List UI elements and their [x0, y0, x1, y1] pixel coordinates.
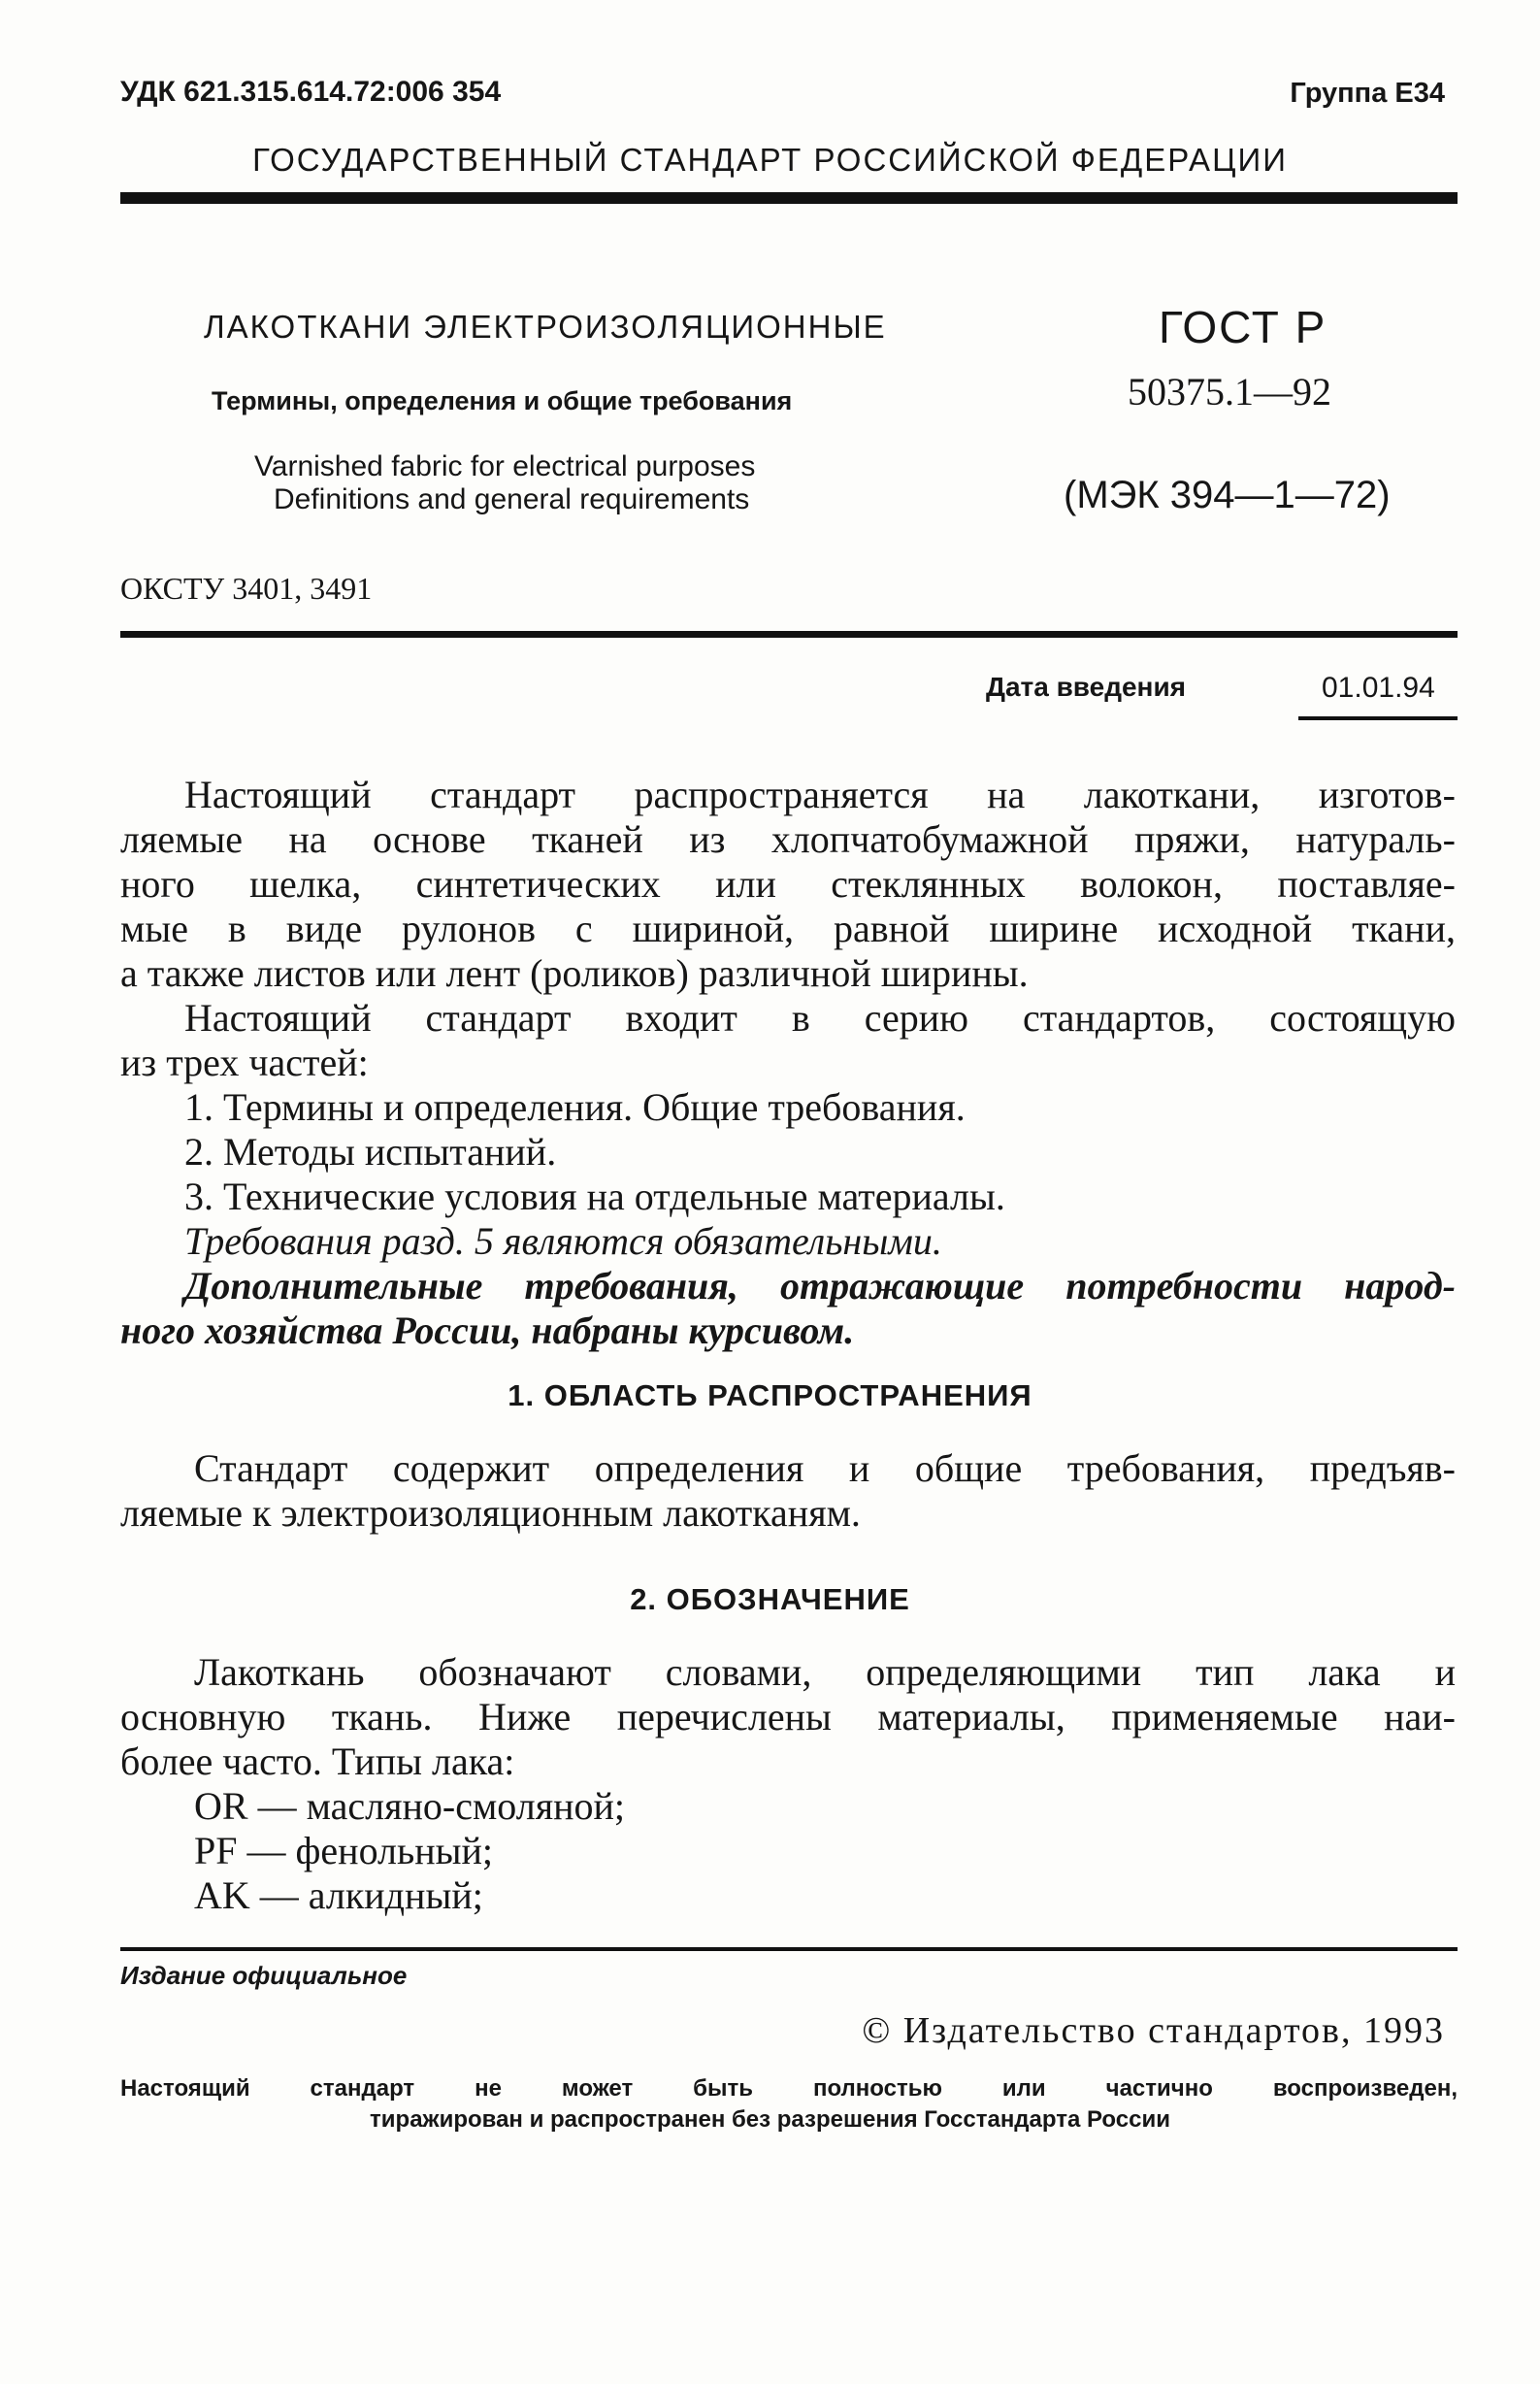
english-title-line-2: Definitions and general requirements	[274, 483, 750, 515]
document-subtitle: Термины, определения и общие требования	[212, 386, 793, 415]
intro-date-rule	[1298, 716, 1458, 720]
standard-authority: ГОСУДАРСТВЕННЫЙ СТАНДАРТ РОССИЙСКОЙ ФЕДЕРАЦИИ	[252, 142, 1288, 178]
intro-p2-line: Настоящий стандарт входит в серию стандартов, состоящую	[184, 996, 1456, 1040]
varnish-type-item: PF — фенольный;	[194, 1829, 494, 1872]
additional-requirements-note: ного хозяйства России, набраны курсивом.	[120, 1308, 855, 1352]
varnish-type-item: OR — масляно-смоляной;	[194, 1784, 626, 1828]
mandatory-requirements-note: Требования разд. 5 являются обязательными.	[184, 1219, 942, 1263]
gost-number: 50375.1—92	[1128, 370, 1331, 414]
intro-p1-line: ляемые на основе тканей из хлопчатобумажной пряжи, натураль-	[120, 817, 1456, 861]
section-2-heading: 2. ОБОЗНАЧЕНИЕ	[630, 1582, 910, 1616]
section-2-line: Лакоткань обозначают словами, определяющими тип лака и	[194, 1650, 1456, 1694]
reproduction-notice-line: Настоящий стандарт не может быть полностью или частично воспроизведен,	[120, 2075, 1458, 2102]
udk-code: УДК 621.315.614.72:006 354	[120, 76, 502, 108]
gost-label: ГОСТ Р	[1159, 302, 1327, 352]
official-edition-label: Издание официальное	[120, 1961, 408, 1990]
parts-list-item: 2. Методы испытаний.	[184, 1130, 557, 1174]
intro-p1-line: мые в виде рулонов с шириной, равной ширине исходной ткани,	[120, 907, 1456, 950]
intro-p1-line: а также листов или лент (роликов) различной ширины.	[120, 951, 1029, 995]
section-1-heading: 1. ОБЛАСТЬ РАСПРОСТРАНЕНИЯ	[508, 1378, 1032, 1412]
english-title-line-1: Varnished fabric for electrical purposes	[254, 450, 756, 482]
group-code: Группа Е34	[1290, 78, 1445, 109]
parts-list-item: 3. Технические условия на отдельные материалы.	[184, 1175, 1005, 1218]
varnish-type-item: AK — алкидный;	[194, 1873, 483, 1917]
document-title: ЛАКОТКАНИ ЭЛЕКТРОИЗОЛЯЦИОННЫЕ	[204, 309, 887, 345]
section-2-line: основную ткань. Ниже перечислены материалы, применяемые наи-	[120, 1695, 1456, 1738]
iec-reference: (МЭК 394—1—72)	[1064, 474, 1391, 516]
copyright-notice: © Издательство стандартов, 1993	[862, 2010, 1445, 2051]
okstu-code: ОКСТУ 3401, 3491	[120, 571, 373, 606]
intro-date-value: 01.01.94	[1322, 672, 1435, 704]
section-1-line: ляемые к электроизоляционным лакотканям.	[120, 1491, 861, 1535]
header-rule	[120, 192, 1458, 204]
parts-list-item: 1. Термины и определения. Общие требования.	[184, 1085, 966, 1129]
reproduction-notice-line: тиражирован и распространен без разрешения Госстандарта России	[370, 2106, 1170, 2133]
intro-p1-line: ного шелка, синтетических или стеклянных волокон, поставляе-	[120, 862, 1456, 906]
title-rule	[120, 631, 1458, 638]
intro-p1-line: Настоящий стандарт распространяется на лакоткани, изготов-	[184, 773, 1456, 816]
additional-requirements-note: Дополнительные требования, отражающие потребности народ-	[184, 1264, 1456, 1308]
section-1-line: Стандарт содержит определения и общие требования, предъяв-	[194, 1446, 1456, 1490]
intro-date-label: Дата введения	[986, 672, 1187, 702]
section-2-line: более часто. Типы лака:	[120, 1739, 515, 1783]
intro-p2-line: из трех частей:	[120, 1041, 369, 1084]
footer-rule	[120, 1947, 1458, 1951]
